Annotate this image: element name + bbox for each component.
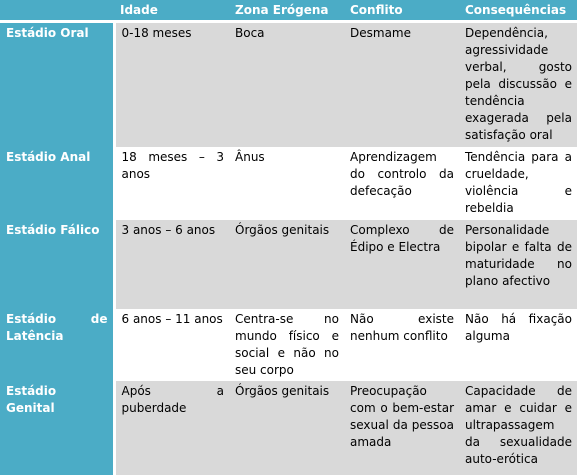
cell-idade: Após a puberdade (114, 381, 229, 475)
cell-conflito: Complexo de Édipo e Electra (344, 220, 459, 309)
row-header-stage: Estádio Anal (0, 147, 114, 219)
cell-zona-erogena: Órgãos genitais (229, 381, 344, 475)
header-consequencias: Consequências (459, 0, 577, 22)
table-row (0, 381, 577, 475)
row-header-stage: Estádio Oral (0, 22, 114, 148)
cell-zona-erogena: Boca (229, 22, 344, 148)
cell-idade: 0-18 meses (114, 22, 229, 148)
table-header-row (0, 0, 577, 22)
cell-zona-erogena: Ânus (229, 147, 344, 219)
table-row (0, 22, 577, 148)
cell-zona-erogena: Órgãos genitais (229, 220, 344, 309)
cell-zona-erogena: Centra-se no mundo físico e social e não no seu corpo (229, 309, 344, 381)
header-conflito: Conflito (344, 0, 459, 22)
cell-consequencias: Capacidade de amar e cuidar e ultrapassagem da sexualidade auto-erótica (459, 381, 577, 475)
header-idade: Idade (114, 0, 229, 22)
row-header-stage: Estádio Fálico (0, 220, 114, 309)
cell-conflito: Preocupação com o bem-estar sexual da pessoa amada (344, 381, 459, 475)
header-corner-cell (0, 0, 114, 22)
table-row (0, 147, 577, 219)
cell-consequencias: Dependência, agressividade verbal, gosto pela discussão e tendência exagerada pela satisfação oral (459, 22, 577, 148)
cell-consequencias: Personalidade bipolar e falta de maturidade no plano afectivo (459, 220, 577, 309)
cell-idade: 6 anos – 11 anos (114, 309, 229, 381)
cell-conflito: Desmame (344, 22, 459, 148)
row-header-stage: Estádio Genital (0, 381, 114, 475)
cell-conflito: Não existe nenhum conflito (344, 309, 459, 381)
header-zona-erogena: Zona Erógena (229, 0, 344, 22)
table-row (0, 309, 577, 381)
cell-conflito: Aprendizagem do controlo da defecação (344, 147, 459, 219)
cell-idade: 3 anos – 6 anos (114, 220, 229, 309)
row-header-stage: Estádio de Latência (0, 309, 114, 381)
cell-consequencias: Tendência para a crueldade, violência e rebeldia (459, 147, 577, 219)
cell-consequencias: Não há fixação alguma (459, 309, 577, 381)
cell-idade: 18 meses – 3 anos (114, 147, 229, 219)
table-row (0, 220, 577, 309)
